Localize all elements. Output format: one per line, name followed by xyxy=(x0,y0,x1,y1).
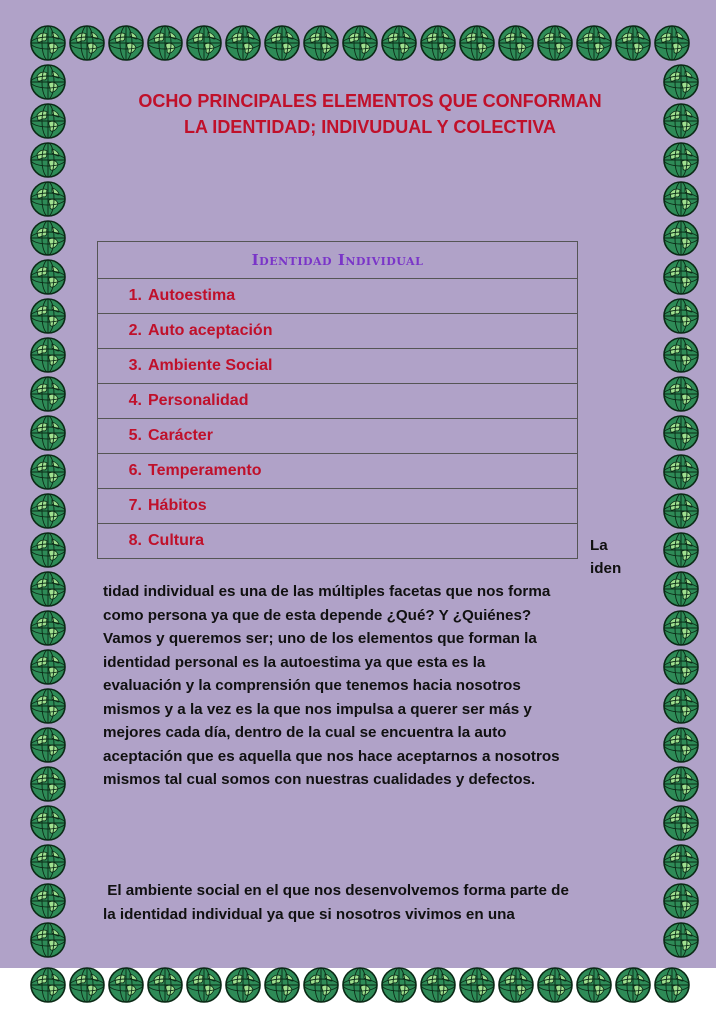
globe-icon xyxy=(341,24,379,62)
item-label: Auto aceptación xyxy=(148,322,273,339)
paragraph-line: El ambiente social en el que nos desenvolvemos forma parte de xyxy=(103,882,569,899)
globe-icon xyxy=(29,141,67,179)
globe-icon xyxy=(497,966,535,1004)
globe-icon xyxy=(29,375,67,413)
globe-icon xyxy=(185,966,223,1004)
document-title xyxy=(100,88,640,140)
table-row xyxy=(98,454,578,489)
item-label: Cultura xyxy=(148,532,204,549)
paragraph-line: mismos tal cual somos con nuestras cualidades y defectos. xyxy=(103,771,536,788)
item-label: Hábitos xyxy=(148,497,207,514)
globe-icon xyxy=(146,24,184,62)
title-line-1: OCHO PRINCIPALES ELEMENTOS QUE CONFORMAN xyxy=(138,91,602,111)
item-label: Carácter xyxy=(148,427,213,444)
item-label: Ambiente Social xyxy=(148,357,273,374)
globe-icon xyxy=(263,966,301,1004)
globe-icon xyxy=(419,966,457,1004)
paragraph-line: mejores cada día, dentro de la cual se encuentra la auto xyxy=(103,724,507,741)
globe-icon xyxy=(263,24,301,62)
globe-icon xyxy=(419,24,457,62)
globe-icon xyxy=(29,492,67,530)
globe-icon xyxy=(29,882,67,920)
table-row xyxy=(98,349,578,384)
globe-icon xyxy=(29,24,67,62)
globe-icon xyxy=(29,966,67,1004)
globe-icon xyxy=(29,453,67,491)
globe-icon xyxy=(29,726,67,764)
table-header: Identidad Individual xyxy=(98,242,578,279)
paragraph-line: identidad personal es la autoestima ya que esta es la xyxy=(103,653,486,671)
globe-icon xyxy=(29,609,67,647)
item-number: 1. xyxy=(128,287,142,304)
globe-icon xyxy=(662,609,700,647)
globe-icon xyxy=(662,297,700,335)
paragraph1-start-a: La xyxy=(590,537,608,554)
globe-icon xyxy=(614,966,652,1004)
globe-icon xyxy=(662,492,700,530)
item-number: 3. xyxy=(128,357,142,374)
globe-icon xyxy=(662,687,700,725)
globe-icon xyxy=(29,570,67,608)
globe-icon xyxy=(341,966,379,1004)
paragraph-line: como persona ya que de esta depende ¿Qué? Y ¿Quiénes? xyxy=(103,606,532,624)
globe-icon xyxy=(380,24,418,62)
globe-icon xyxy=(29,219,67,257)
globe-icon xyxy=(107,24,145,62)
item-number: 5. xyxy=(128,427,142,444)
globe-icon xyxy=(146,966,184,1004)
table-row xyxy=(98,419,578,454)
globe-icon xyxy=(662,102,700,140)
globe-icon xyxy=(29,63,67,101)
item-label: Temperamento xyxy=(148,462,262,479)
globe-icon xyxy=(107,966,145,1004)
globe-icon xyxy=(614,24,652,62)
paragraph-line: aceptación que es aquella que nos hace aceptarnos a nosotros xyxy=(103,747,560,765)
globe-icon xyxy=(29,687,67,725)
table-row xyxy=(98,314,578,349)
globe-icon xyxy=(662,219,700,257)
globe-icon xyxy=(29,921,67,959)
globe-icon xyxy=(662,336,700,374)
globe-icon xyxy=(458,24,496,62)
globe-icon xyxy=(662,414,700,452)
globe-icon xyxy=(68,24,106,62)
globe-icon xyxy=(224,966,262,1004)
item-label: Autoestima xyxy=(148,287,236,304)
table-row xyxy=(98,384,578,419)
table-header-row xyxy=(98,242,578,279)
globe-icon xyxy=(302,24,340,62)
globe-icon xyxy=(662,921,700,959)
globe-icon xyxy=(662,180,700,218)
globe-icon xyxy=(662,882,700,920)
item-number: 7. xyxy=(128,497,142,514)
item-number: 8. xyxy=(128,532,142,549)
globe-icon xyxy=(458,966,496,1004)
paragraph-2 xyxy=(103,879,633,926)
globe-icon xyxy=(185,24,223,62)
globe-icon xyxy=(662,63,700,101)
globe-icon xyxy=(380,966,418,1004)
globe-icon xyxy=(662,141,700,179)
globe-icon xyxy=(575,24,613,62)
globe-icon xyxy=(497,24,535,62)
paragraph-line: tidad individual es una de las múltiples facetas que nos forma xyxy=(103,583,551,600)
paragraph-line: mismos y a la vez es la que nos impulsa a querer ser más y xyxy=(103,700,532,718)
globe-icon xyxy=(29,297,67,335)
globe-icon xyxy=(29,102,67,140)
item-number: 2. xyxy=(128,322,142,339)
globe-icon xyxy=(224,24,262,62)
globe-icon xyxy=(575,966,613,1004)
paragraph-line: evaluación y la comprensión que tenemos hacia nosotros xyxy=(103,677,521,694)
globe-icon xyxy=(662,258,700,296)
globe-icon xyxy=(653,966,691,1004)
globe-icon xyxy=(662,570,700,608)
globe-icon xyxy=(662,453,700,491)
globe-icon xyxy=(29,414,67,452)
paragraph-1 xyxy=(103,580,633,792)
globe-icon xyxy=(662,765,700,803)
globe-icon xyxy=(29,180,67,218)
globe-icon xyxy=(536,966,574,1004)
globe-icon xyxy=(29,336,67,374)
title-line-2: LA IDENTIDAD; INDIVUDUAL Y COLECTIVA xyxy=(183,117,556,137)
globe-icon xyxy=(68,966,106,1004)
globe-icon xyxy=(536,24,574,62)
table-row xyxy=(98,489,578,524)
paragraph1-start xyxy=(590,534,630,580)
globe-icon xyxy=(662,726,700,764)
globe-icon xyxy=(662,531,700,569)
globe-icon xyxy=(29,258,67,296)
table-row xyxy=(98,279,578,314)
paragraph-line: Vamos y queremos ser; uno de los elementos que forman la xyxy=(103,630,537,647)
identity-table xyxy=(97,241,578,559)
paragraph-line: la identidad individual ya que si nosotros vivimos en una xyxy=(103,905,515,923)
globe-icon xyxy=(662,804,700,842)
item-number: 4. xyxy=(128,392,142,409)
globe-icon xyxy=(29,804,67,842)
globe-icon xyxy=(653,24,691,62)
globe-icon xyxy=(29,648,67,686)
item-number: 6. xyxy=(128,462,142,479)
globe-icon xyxy=(29,531,67,569)
globe-icon xyxy=(302,966,340,1004)
globe-icon xyxy=(662,375,700,413)
paragraph1-start-b: iden xyxy=(590,560,622,577)
globe-icon xyxy=(29,843,67,881)
globe-icon xyxy=(662,843,700,881)
table-row xyxy=(98,524,578,559)
globe-icon xyxy=(662,648,700,686)
item-label: Personalidad xyxy=(148,392,249,409)
globe-icon xyxy=(29,765,67,803)
